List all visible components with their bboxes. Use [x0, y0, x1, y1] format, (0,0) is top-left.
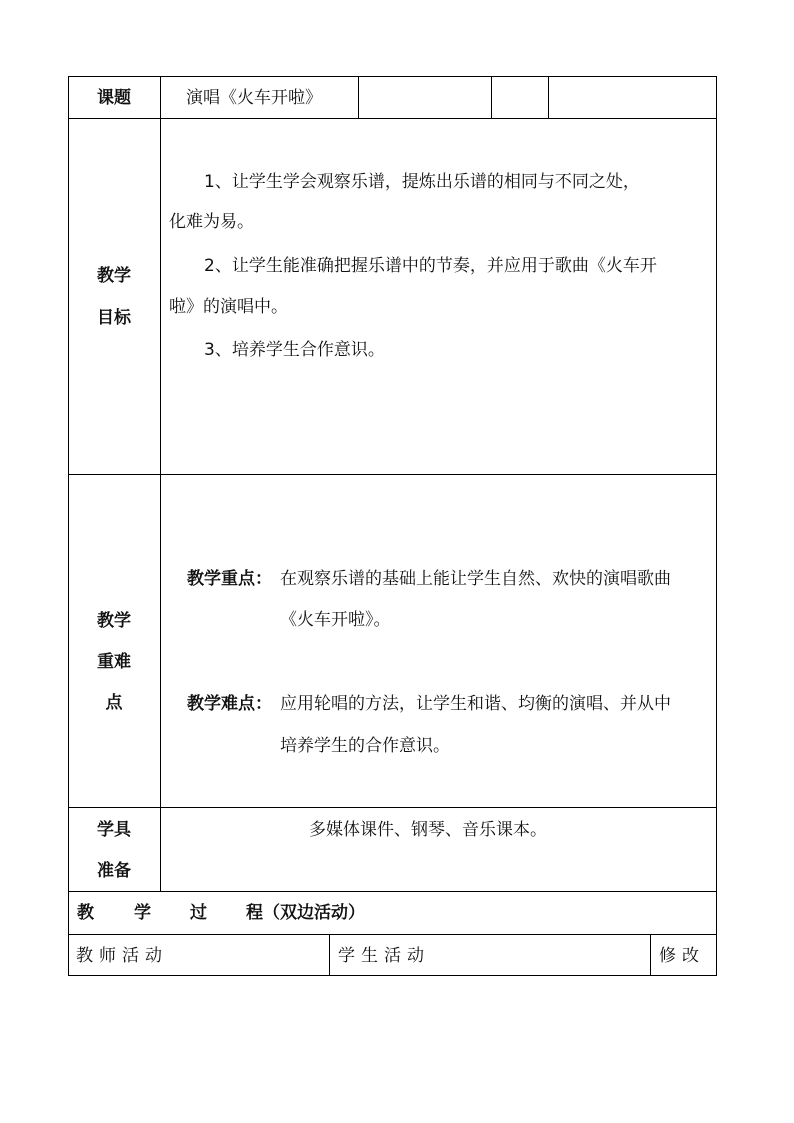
row-divider: [68, 891, 717, 892]
materials-value: 多媒体课件、钢琴、音乐课本。: [309, 820, 547, 840]
keypoints-label-line1: 教学: [97, 611, 131, 631]
column-divider: [491, 76, 492, 118]
objectives-label-line2: 目标: [97, 308, 131, 328]
row-divider: [68, 118, 717, 119]
student-activity-header: 学生活动: [338, 946, 430, 966]
objective-2-line1: 2、让学生能准确把握乐谱中的节奏，并应用于歌曲《火车开: [204, 256, 657, 276]
objective-1-line1: 1、让学生学会观察乐谱，提炼出乐谱的相同与不同之处，: [204, 172, 640, 192]
column-divider: [650, 934, 651, 976]
process-title-char-2: 学: [134, 903, 151, 923]
process-title-char-1: 教: [77, 903, 94, 923]
objectives-label-line1: 教学: [97, 266, 131, 286]
row-divider: [68, 934, 717, 935]
difficulty-label: 教学难点：: [187, 694, 272, 714]
focus-line1: 在观察乐谱的基础上能让学生自然、欢快的演唱歌曲: [280, 569, 671, 589]
objective-2-line2: 啦》的演唱中。: [169, 297, 288, 317]
difficulty-line2: 培养学生的合作意识。: [280, 736, 450, 756]
topic-value: 演唱《火车开啦》: [186, 88, 322, 108]
objective-1-line2: 化难为易。: [169, 212, 254, 232]
materials-label-line2: 准备: [97, 861, 131, 881]
column-divider: [329, 934, 330, 976]
column-divider: [548, 76, 549, 118]
column-divider: [160, 76, 161, 891]
keypoints-label-line3: 点: [105, 693, 123, 713]
process-title-char-3: 过: [190, 903, 207, 923]
teacher-activity-header: 教师活动: [76, 946, 168, 966]
column-divider: [358, 76, 359, 118]
process-title-rest: 程（双边活动）: [246, 903, 365, 923]
revise-header: 修改: [659, 946, 705, 966]
keypoints-label-line2: 重难: [97, 652, 131, 672]
objective-3: 3、培养学生合作意识。: [204, 340, 385, 360]
difficulty-line1: 应用轮唱的方法，让学生和谐、均衡的演唱、并从中: [280, 694, 671, 714]
materials-label-line1: 学具: [97, 820, 131, 840]
focus-line2: 《火车开啦》。: [280, 610, 391, 630]
row-divider: [68, 807, 717, 808]
lesson-table: [68, 76, 717, 976]
focus-label: 教学重点：: [187, 569, 272, 589]
topic-label: 课题: [97, 88, 131, 108]
row-divider: [68, 474, 717, 475]
